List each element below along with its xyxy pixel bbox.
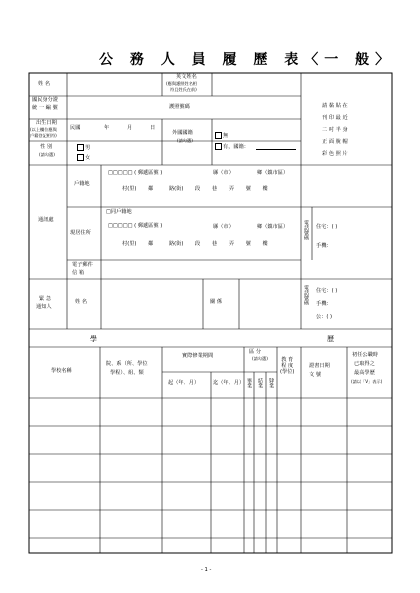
gender-female-checkbox[interactable] <box>77 154 84 161</box>
education-title-right: 歷 <box>327 335 334 343</box>
photo-line-2: 刊 印 最 近 <box>322 114 348 121</box>
nationality-underline[interactable] <box>256 149 296 150</box>
english-name-field[interactable] <box>213 74 300 95</box>
household-postal[interactable]: □□□□□ ( 郵遞區號 ) <box>108 170 163 176</box>
current-county: 縣（市） <box>213 224 234 230</box>
highest-degree-header-1: 初任公職時 <box>352 352 378 358</box>
home-phone[interactable]: 住宅：( ) <box>316 224 338 230</box>
form-title: 公 務 人 員 履 歷 表〈一 般〉 <box>99 52 396 68</box>
gender-note: (請勾選) <box>39 152 55 157</box>
highest-degree-header-2: 已取得之 <box>354 361 375 367</box>
email-field[interactable] <box>102 261 300 278</box>
emergency-name-field[interactable] <box>102 280 202 328</box>
status-attended: 肄業 <box>268 378 274 388</box>
school-name-header: 學校名稱 <box>51 368 72 374</box>
emergency-relation-field[interactable] <box>240 280 300 328</box>
id-number-field[interactable] <box>68 97 163 118</box>
gender-male-checkbox[interactable] <box>77 144 84 151</box>
status-graduated: 畢業 <box>246 378 252 388</box>
photo-line-5: 彩 色 照 片 <box>322 150 348 157</box>
photo-area[interactable] <box>322 104 348 158</box>
id-label-1: 國民身分證 <box>32 97 58 103</box>
passport-field[interactable] <box>213 97 300 118</box>
department-header-2: 學程）、組、類 <box>110 370 144 376</box>
english-name-note-2: 符且姓氏在前) <box>170 87 197 92</box>
current-label: 現居住所 <box>70 230 91 236</box>
degree-header: 教 育 程 度 (學位) <box>280 357 295 375</box>
household-county: 縣（市） <box>213 170 234 176</box>
gender-label: 性 別 <box>40 144 53 150</box>
cert-header-2: 文 號 <box>309 372 322 378</box>
birth-note-1: (以上欄位應與 <box>30 127 57 132</box>
period-header: 實際修業期間 <box>182 353 214 359</box>
emergency-label-1: 緊 急 <box>39 296 52 302</box>
foreign-none-checkbox[interactable] <box>215 132 222 139</box>
birth-era: 民國 <box>70 125 81 131</box>
page-number: - 1 - <box>201 567 212 573</box>
department-header-1: 院、系（所、學位 <box>106 361 148 367</box>
photo-line-3: 二 吋 半 身 <box>322 126 348 133</box>
mobile-phone[interactable]: 手機： <box>316 243 332 249</box>
household-label: 戶籍地 <box>74 181 90 187</box>
household-street-line[interactable]: 村(里) 鄰 路(街) 段 巷 弄 號 樓 <box>122 186 268 192</box>
email-label-1: 電子郵件 <box>72 262 93 268</box>
gender-male-option[interactable]: 男 <box>77 144 90 152</box>
phone-label: 電話號碼 <box>303 220 309 240</box>
education-title-left: 學 <box>90 335 97 343</box>
birth-month: 月 <box>127 125 133 131</box>
foreign-yes-option[interactable]: 有，國籍： <box>215 143 249 151</box>
cert-header-1: 證書日期 <box>309 363 330 369</box>
highest-degree-header-4: (請以「V」表示) <box>351 379 383 384</box>
birth-year: 年 <box>104 125 110 131</box>
foreign-yes-checkbox[interactable] <box>215 143 222 150</box>
email-label-2: 信 箱 <box>72 270 85 276</box>
name-label: 姓 名 <box>38 81 51 87</box>
birth-note-2: 戶籍登記相符) <box>30 133 57 138</box>
highest-degree-header-3: 最高學歷 <box>354 370 375 376</box>
emergency-home-phone[interactable]: 住宅：( ) <box>316 288 338 294</box>
emergency-phone-label: 電話號碼 <box>303 285 309 305</box>
household-township: 鄉（鎮市區） <box>257 170 289 176</box>
gender-female-option[interactable]: 女 <box>77 154 90 162</box>
period-from-header: 起（年．月） <box>168 380 200 386</box>
status-note: (請勾選) <box>252 356 268 361</box>
passport-label: 護照號碼 <box>169 104 190 110</box>
emergency-mobile-phone[interactable]: 手機： <box>316 301 332 307</box>
name-field[interactable] <box>68 74 161 95</box>
english-name-note-1: (應與護照姓名相 <box>166 81 197 86</box>
same-as-household-option[interactable]: □同戶籍地 <box>106 209 132 215</box>
birth-day: 日 <box>150 125 156 131</box>
foreign-note: (請勾選) <box>177 138 193 143</box>
current-township: 鄉（鎮市區） <box>257 224 289 230</box>
emergency-label-2: 通知人 <box>36 304 52 310</box>
emergency-relation-label: 關 係 <box>210 299 223 305</box>
period-to-header: 迄（年．月） <box>213 380 245 386</box>
birth-label: 出生日期 <box>36 120 57 126</box>
current-street-line[interactable]: 村(里) 鄰 路(街) 段 巷 弄 號 樓 <box>122 241 268 247</box>
id-label-2: 統 一 編 號 <box>32 105 58 111</box>
photo-line-1: 請 黏 貼 在 <box>322 103 348 109</box>
status-header: 區 分 <box>249 349 262 355</box>
photo-line-4: 正 面 脫 帽 <box>322 138 348 145</box>
emergency-office-phone[interactable]: 公：( ) <box>316 314 333 320</box>
foreign-none-option[interactable]: 無 <box>215 132 228 140</box>
address-label: 通訊處 <box>38 217 54 223</box>
current-postal[interactable]: □□□□□ ( 郵遞區號 ) <box>108 223 163 229</box>
emergency-name-label: 姓 名 <box>75 299 88 305</box>
status-completed: 結業 <box>257 378 263 388</box>
english-name-label: 英文姓名 <box>176 74 197 80</box>
foreign-label: 外國國籍 <box>172 130 193 136</box>
